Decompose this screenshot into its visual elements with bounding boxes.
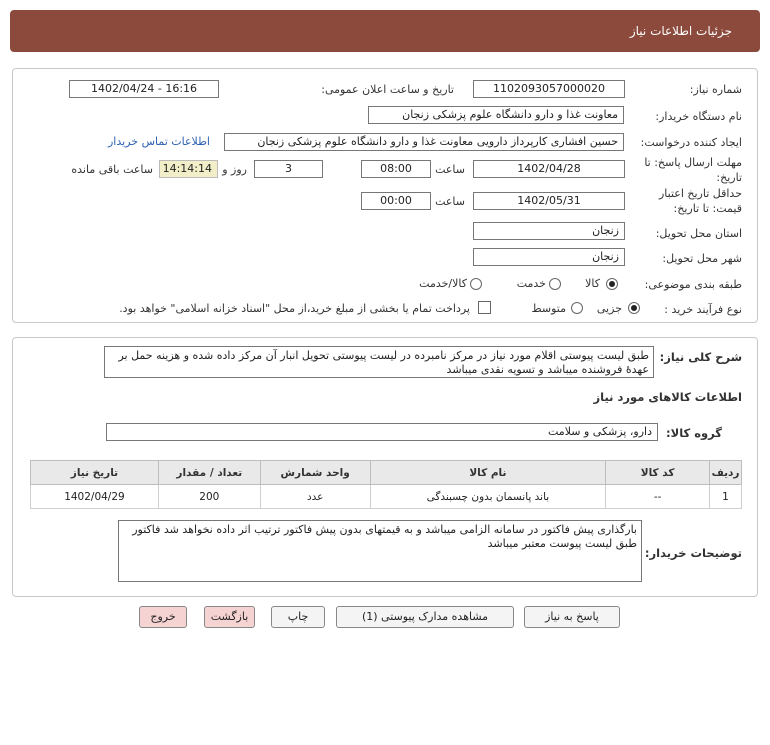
category-label: طبقه بندی موضوعی: (644, 278, 742, 291)
goods-info-title: اطلاعات کالاهای مورد نیاز (593, 390, 742, 404)
cell-item-code: -- (606, 485, 710, 509)
category-option-service: خدمت (516, 277, 546, 290)
deadline-time-label: ساعت (435, 163, 465, 176)
validity-time-field: 00:00 (361, 192, 431, 210)
time-remaining-label: ساعت باقی مانده (71, 163, 153, 176)
goods-group-field: دارو، پزشکی و سلامت (106, 423, 658, 441)
process-label: نوع فرآیند خرید : (664, 303, 742, 316)
validity-label-line1: حداقل تاریخ اعتبار (658, 187, 742, 200)
goods-table (30, 460, 742, 509)
goods-group-label: گروه کالا: (666, 426, 722, 440)
province-field: زنجان (473, 222, 625, 240)
creator-field: حسین افشاری کارپرداز دارویی معاونت غذا و دارو دانشگاه علوم پزشکی زنجان (224, 133, 624, 151)
buyer-notes-label: توضیحات خریدار: (644, 546, 742, 560)
back-button[interactable]: بازگشت (204, 606, 255, 628)
contact-info-link[interactable]: اطلاعات تماس خریدار (108, 135, 210, 148)
cell-quantity: 200 (158, 485, 260, 509)
cell-item-name: باند پانسمان بدون چسبندگی (370, 485, 606, 509)
page-header (10, 10, 760, 52)
process-radio-minor[interactable] (628, 302, 640, 314)
print-button[interactable]: چاپ (271, 606, 325, 628)
days-label: روز و (222, 163, 247, 176)
view-attachments-button[interactable]: مشاهده مدارک پیوستی (1) (336, 606, 514, 628)
summary-text: طبق لیست پیوستی اقلام مورد نیاز در مرکز نامبرده در لیست پیوستی تحویل انبار آن مرکز داده شده و هزینه حمل بر عهدهٔ فروشنده میباشد و تسویه نقدی میباشد (104, 346, 654, 378)
cell-row-number: 1 (710, 485, 742, 509)
creator-label: ایجاد کننده درخواست: (640, 136, 742, 149)
validity-label-line2: قیمت: تا تاریخ: (673, 202, 742, 215)
need-number-field: 1102093057000020 (473, 80, 625, 98)
col-item-name: نام کالا (370, 461, 606, 485)
category-radio-goods[interactable] (606, 278, 618, 290)
city-field: زنجان (473, 248, 625, 266)
category-option-goods-service: کالا/خدمت (419, 277, 467, 290)
col-item-code: کد کالا (606, 461, 710, 485)
days-remaining-field: 3 (254, 160, 323, 178)
deadline-date-field: 1402/04/28 (473, 160, 625, 178)
category-option-goods: کالا (585, 277, 600, 290)
goods-table-header (31, 461, 742, 485)
city-label: شهر محل تحویل: (662, 252, 742, 265)
treasury-checkbox[interactable] (478, 301, 491, 314)
cell-need-date: 1402/04/29 (31, 485, 159, 509)
buyer-org-label: نام دستگاه خریدار: (655, 110, 742, 123)
buyer-org-field: معاونت غذا و دارو دانشگاه علوم پزشکی زنجان (368, 106, 624, 124)
process-option-medium: متوسط (531, 302, 566, 315)
col-quantity: تعداد / مقدار (158, 461, 260, 485)
category-radio-service[interactable] (549, 278, 561, 290)
col-need-date: تاریخ نیاز (31, 461, 159, 485)
time-remaining-field: 14:14:14 (159, 160, 218, 178)
deadline-label-line2: تاریخ: (716, 171, 742, 184)
process-radio-medium[interactable] (571, 302, 583, 314)
announce-field: 1402/04/24 - 16:16 (69, 80, 219, 98)
category-radio-goods-service[interactable] (470, 278, 482, 290)
col-row-number: ردیف (710, 461, 742, 485)
need-number-label: شماره نیاز: (689, 83, 742, 96)
buyer-notes-text: بارگذاری پیش فاکتور در سامانه الزامی میباشد و به قیمتهای بدون پیش فاکتور ترتیب اثر داده نخواهد شد فاکتور طبق لیست پیوست معتبر میباشد (118, 520, 642, 582)
table-row (31, 485, 742, 509)
page-title: جزئیات اطلاعات نیاز (629, 24, 732, 38)
validity-date-field: 1402/05/31 (473, 192, 625, 210)
deadline-time-field: 08:00 (361, 160, 431, 178)
province-label: استان محل تحویل: (655, 227, 742, 240)
announce-label: تاریخ و ساعت اعلان عمومی: (321, 83, 454, 96)
process-option-minor: جزیی (596, 302, 622, 315)
validity-time-label: ساعت (435, 195, 465, 208)
reply-button[interactable]: پاسخ به نیاز (524, 606, 620, 628)
deadline-label-line1: مهلت ارسال پاسخ: تا (644, 156, 742, 169)
summary-label: شرح کلی نیاز: (659, 350, 742, 364)
col-unit: واحد شمارش (260, 461, 370, 485)
cell-unit: عدد (260, 485, 370, 509)
exit-button[interactable]: خروج (139, 606, 187, 628)
treasury-text: پرداخت تمام یا بخشی از مبلغ خرید،از محل "اسناد خزانه اسلامی" خواهد بود. (119, 302, 470, 315)
